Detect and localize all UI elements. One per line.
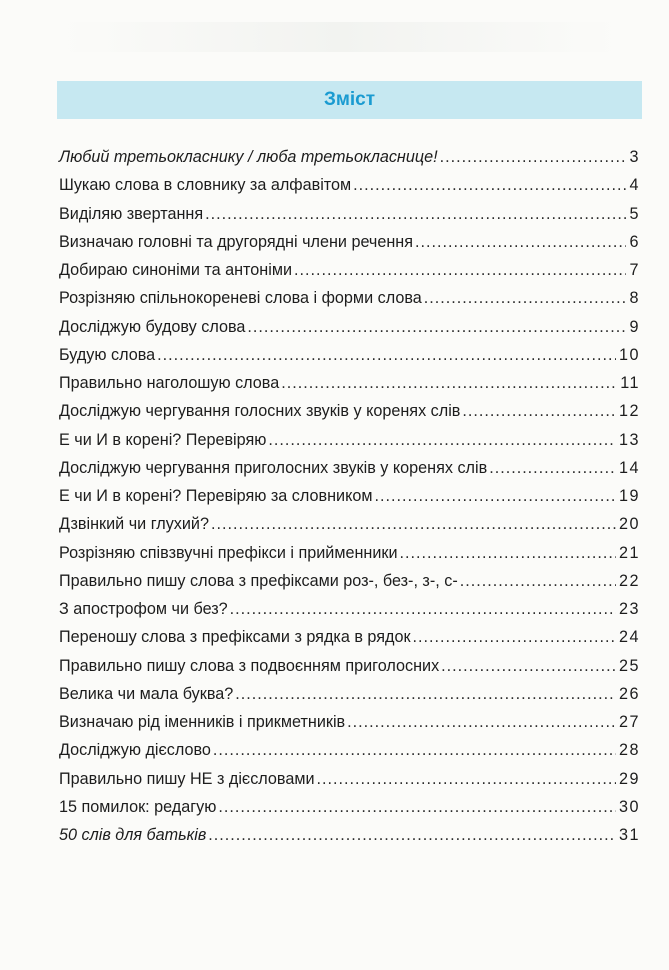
toc-leader-dots [205,200,626,228]
toc-entry[interactable] [59,256,640,284]
toc-leader-dots [424,284,627,312]
toc-entry-title: Велика чи мала буква? [59,684,234,703]
toc-leader-dots [462,397,616,425]
toc-entry-page-number: 26 [618,684,640,703]
toc-entry-title: Виділяю звертання [59,204,204,223]
toc-entry-page-number: 8 [629,289,640,308]
toc-leader-dots [347,708,616,736]
toc-leader-dots [281,369,617,397]
toc-entry-page-number: 12 [618,402,640,421]
toc-entry-title: Правильно наголошую слова [59,374,280,392]
toc-entry[interactable] [59,765,640,793]
toc-entry-page-number: 22 [618,571,640,590]
toc-entry-page-number: 28 [618,741,640,760]
toc-entry-page-number: 5 [629,204,640,223]
toc-leader-dots [441,652,616,680]
toc-entry[interactable] [59,793,640,821]
toc-entry-page-number: 19 [618,487,640,505]
toc-entry-title: Е чи И в корені? Перевіряю [59,430,267,449]
toc-leader-dots [489,454,616,482]
toc-entry-page-number: 29 [618,769,640,788]
toc-entry-title: З апострофом чи без? [59,600,228,618]
toc-entry-page-number: 27 [618,713,640,731]
page-title: Зміст [323,89,376,110]
toc-leader-dots [235,680,616,708]
toc-entry[interactable] [59,200,640,228]
toc-entry[interactable] [59,341,640,369]
toc-entry-title: Правильно пишу слова з подвоєнням приголосних [59,656,440,675]
toc-leader-dots [268,426,616,454]
toc-entry[interactable] [59,623,640,651]
toc-entry-page-number: 21 [618,543,640,562]
toc-entry[interactable] [59,821,640,849]
toc-entry-page-number: 23 [618,600,640,618]
toc-entry[interactable] [59,143,640,171]
toc-entry-title: Досліджую чергування приголосних звуків у коренях слів [59,458,488,477]
toc-entry-page-number: 20 [618,515,640,534]
toc-entry-page-number: 4 [629,176,640,195]
toc-entry-page-number: 13 [618,430,640,449]
toc-entry-title: Визначаю головні та другорядні члени речення [59,232,413,251]
toc-leader-dots [157,341,616,369]
toc-entry-title: Визначаю рід іменників і прикметників [59,713,346,731]
toc-leader-dots [317,765,616,793]
toc-entry-title: Добираю синоніми та антоніми [59,261,293,279]
toc-entry[interactable] [59,539,640,567]
toc-entry[interactable] [59,228,640,256]
toc-entry-page-number: 11 [620,374,640,392]
toc-leader-dots [415,228,626,256]
toc-leader-dots [208,821,616,849]
toc-entry-title: 15 помилок: редагую [59,797,217,816]
toc-entry[interactable] [59,652,640,680]
toc-entry[interactable] [59,680,640,708]
toc-leader-dots [413,623,616,651]
toc-entry[interactable] [59,736,640,764]
toc-entry-title: Досліджую чергування голосних звуків у коренях слів [59,402,461,421]
contents-banner [57,81,642,119]
toc-entry[interactable] [59,397,640,425]
toc-entry-page-number: 7 [629,261,640,279]
toc-entry[interactable] [59,313,640,341]
toc-entry[interactable] [59,454,640,482]
table-of-contents [59,143,640,849]
toc-entry-title: Будую слова [59,345,156,364]
toc-entry-title: Е чи И в корені? Перевіряю за словником [59,487,373,505]
background-bleed [60,22,620,52]
toc-entry[interactable] [59,595,640,623]
toc-entry-title: Розрізняю спільнокореневі слова і форми слова [59,289,422,308]
toc-entry[interactable] [59,482,640,510]
toc-entry-title: Шукаю слова в словнику за алфавітом [59,176,352,195]
toc-leader-dots [230,595,616,623]
toc-entry-page-number: 10 [618,345,640,364]
toc-leader-dots [294,256,626,284]
toc-entry-page-number: 9 [629,317,640,336]
toc-entry-page-number: 31 [618,826,640,844]
toc-entry-page-number: 25 [618,656,640,675]
toc-leader-dots [440,143,627,171]
toc-entry-title: Розрізняю співзвучні префікси і прийменники [59,543,398,562]
toc-leader-dots [353,171,626,199]
toc-entry-title: Досліджую дієслово [59,741,211,760]
toc-leader-dots [218,793,616,821]
toc-entry[interactable] [59,510,640,538]
toc-entry-title: Любий третьокласнику / люба третьокласнице! [59,148,438,166]
toc-leader-dots [460,567,616,595]
toc-entry-page-number: 6 [629,232,640,251]
toc-entry-title: 50 слів для батьків [59,826,207,844]
toc-entry-title: Правильно пишу слова з префіксами роз-, без-, з-, с- [59,571,458,590]
toc-leader-dots [400,539,616,567]
toc-entry-page-number: 30 [618,797,640,816]
toc-entry[interactable] [59,567,640,595]
toc-leader-dots [213,736,616,764]
toc-leader-dots [211,510,616,538]
toc-entry-page-number: 24 [618,628,640,647]
toc-entry-title: Досліджую будову слова [59,317,246,336]
toc-entry-page-number: 3 [629,148,640,166]
toc-entry-title: Правильно пишу НЕ з дієсловами [59,769,315,788]
toc-entry-title: Дзвінкий чи глухий? [59,515,209,534]
toc-entry-page-number: 14 [618,458,640,477]
toc-entry[interactable] [59,284,640,312]
toc-leader-dots [247,313,626,341]
toc-entry-title: Переношу слова з префіксами з рядка в рядок [59,628,411,647]
toc-leader-dots [375,482,616,510]
toc-entry[interactable] [59,426,640,454]
toc-entry[interactable] [59,171,640,199]
toc-entry[interactable] [59,708,640,736]
toc-entry[interactable] [59,369,640,397]
